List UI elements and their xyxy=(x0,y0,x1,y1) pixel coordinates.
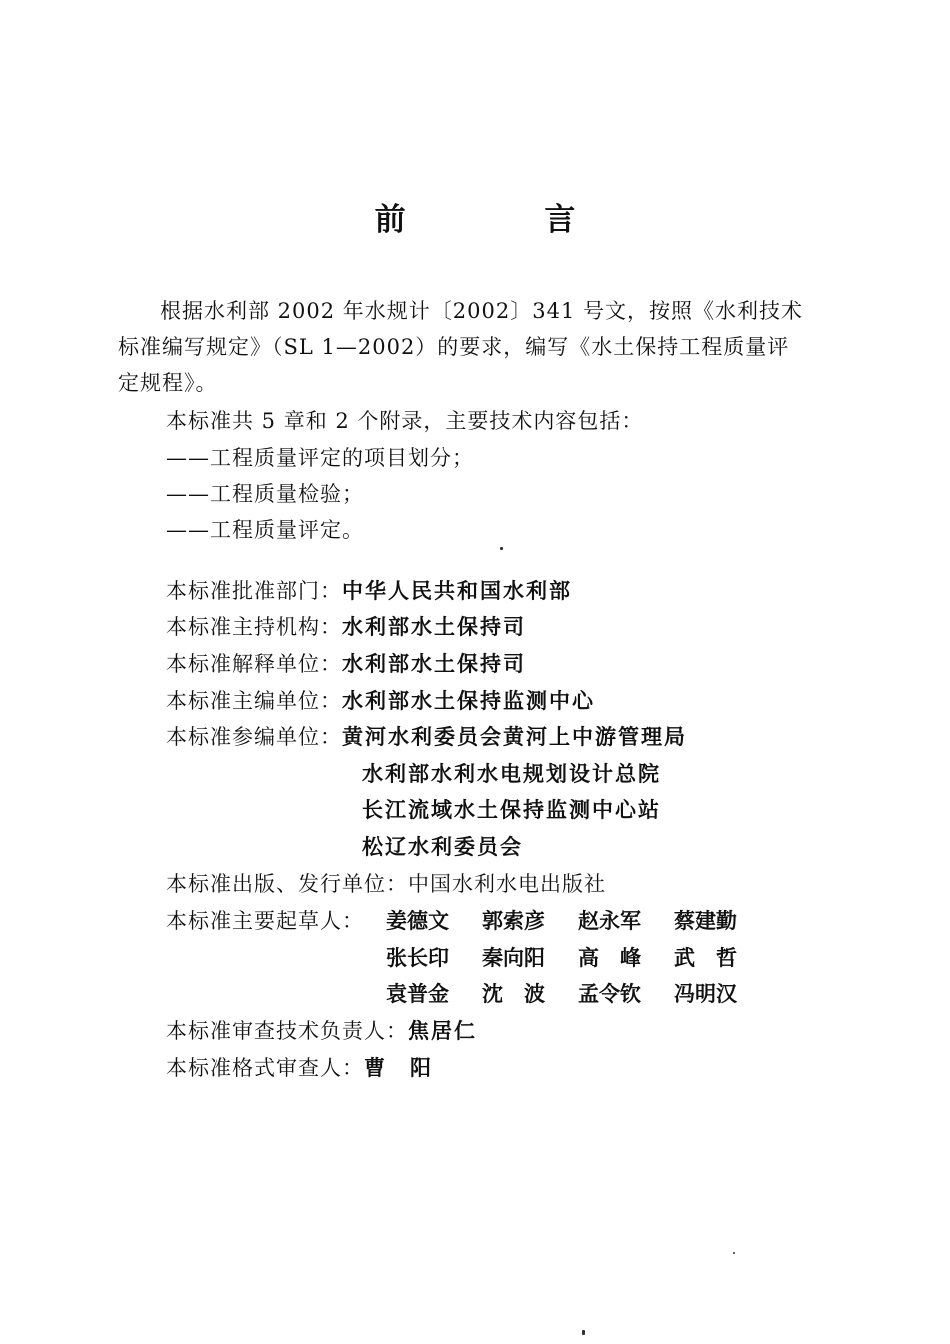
drafter-name: 赵永军 xyxy=(578,909,641,933)
host-label: 本标准主持机构： xyxy=(166,615,342,639)
drafter-name: 蔡建勤 xyxy=(674,909,737,933)
content-item-3: ——工程质量评定。 xyxy=(166,518,364,542)
host-value: 水利部水土保持司 xyxy=(342,615,526,639)
participants-label: 本标准参编单位： xyxy=(166,725,342,749)
approval-row xyxy=(166,573,572,609)
drafter-name: 秦向阳 xyxy=(482,946,545,970)
interpret-label: 本标准解释单位： xyxy=(166,652,342,676)
drafter-name: 高 峰 xyxy=(578,946,641,970)
format-reviewer-row xyxy=(166,1050,433,1086)
drafters-line-2 xyxy=(386,940,770,976)
intro-paragraph-2: 本标准共 5 章和 2 个附录，主要技术内容包括： xyxy=(166,409,644,433)
drafter-name: 袁普金 xyxy=(386,982,449,1006)
format-reviewer-value: 曹 阳 xyxy=(364,1056,433,1080)
drafter-name: 孟令钦 xyxy=(578,982,641,1006)
tech-reviewer-value: 焦居仁 xyxy=(408,1019,477,1043)
drafters-line-3 xyxy=(386,976,770,1012)
drafter-name: 沈 波 xyxy=(482,982,545,1006)
participant-1: 黄河水利委员会黄河上中游管理局 xyxy=(342,725,687,749)
chief-editor-label: 本标准主编单位： xyxy=(166,689,342,713)
publisher-value: 中国水利水电出版社 xyxy=(408,872,606,896)
participant-4: 松辽水利委员会 xyxy=(362,835,523,859)
scan-speck xyxy=(733,1252,735,1254)
format-reviewer-label: 本标准格式审查人： xyxy=(166,1056,364,1080)
chief-editor-value: 水利部水土保持监测中心 xyxy=(342,689,595,713)
interpret-row xyxy=(166,646,526,682)
participants-row xyxy=(166,719,687,755)
drafters-label: 本标准主要起草人： xyxy=(166,909,364,933)
scan-speck xyxy=(500,547,503,550)
publisher-row xyxy=(166,866,606,902)
participant-2: 水利部水利水电规划设计总院 xyxy=(362,762,661,786)
drafters-line-1 xyxy=(386,903,770,939)
chief-editor-row xyxy=(166,683,595,719)
page-title: 前 言 xyxy=(374,202,640,238)
intro-paragraph-1: 根据水利部 2002 年水规计〔2002〕341 号文，按照《水利技术标准编写规定》（SL 1—2002）的要求，编写《水土保持工程质量评定规程》。 xyxy=(118,299,803,395)
approval-label: 本标准批准部门： xyxy=(166,579,342,603)
content-item-2: ——工程质量检验； xyxy=(166,482,364,506)
drafter-name: 郭索彦 xyxy=(482,909,545,933)
publisher-label: 本标准出版、发行单位： xyxy=(166,872,408,896)
participant-3: 长江流域水土保持监测中心站 xyxy=(362,798,661,822)
drafters-row xyxy=(166,903,364,939)
drafter-name: 张长印 xyxy=(386,946,449,970)
drafter-name: 姜德文 xyxy=(386,909,449,933)
approval-value: 中华人民共和国水利部 xyxy=(342,579,572,603)
content-item-1: ——工程质量评定的项目划分； xyxy=(166,446,474,470)
drafter-name: 冯明汉 xyxy=(674,982,737,1006)
tech-reviewer-label: 本标准审查技术负责人： xyxy=(166,1019,408,1043)
interpret-value: 水利部水土保持司 xyxy=(342,652,526,676)
host-row xyxy=(166,609,526,645)
tech-reviewer-row xyxy=(166,1013,477,1049)
drafter-name: 武 哲 xyxy=(674,946,737,970)
scan-speck xyxy=(582,1330,585,1335)
